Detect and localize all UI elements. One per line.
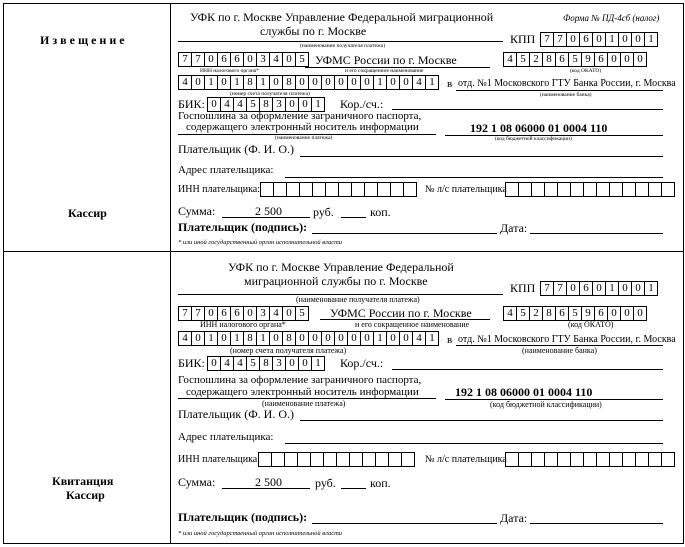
empty-digit-box[interactable] — [338, 182, 352, 197]
tax-org-name: УФМС России по г. Москве — [315, 53, 457, 67]
recipient-caption: (наименование получателя платежа) — [300, 43, 386, 49]
digit-box: 6 — [579, 281, 593, 296]
receipt-tax-org-name: УФМС России по г. Москве — [330, 306, 472, 320]
empty-digit-box[interactable] — [401, 452, 415, 467]
digit-box: 4 — [503, 52, 517, 67]
digit-box: 3 — [256, 306, 270, 321]
receipt-account-caption: (номер счета получателя платежа) — [230, 346, 347, 355]
sum-rub-field[interactable] — [222, 217, 310, 218]
notice-title: Извещение — [40, 33, 128, 47]
digit-box: 0 — [321, 75, 335, 90]
recipient-name-line2: службы по г. Москве — [260, 24, 367, 38]
digit-box: 2 — [529, 306, 543, 321]
receipt-date-field[interactable] — [530, 523, 663, 524]
date-label: Дата: — [500, 221, 528, 235]
empty-digit-box[interactable] — [297, 452, 311, 467]
digit-box: 1 — [204, 75, 218, 90]
bank-caption: (наименование банка) — [540, 92, 592, 98]
digit-box: 4 — [178, 331, 192, 346]
digit-box: 7 — [191, 52, 205, 67]
digit-box: 0 — [631, 32, 645, 47]
digit-box: 0 — [295, 75, 309, 90]
digit-box: 0 — [618, 32, 632, 47]
receipt-bank-caption: (наименование банка) — [522, 346, 597, 355]
digit-box: 5 — [568, 306, 582, 321]
digit-box: 0 — [386, 331, 400, 346]
inn-digits — [178, 52, 308, 67]
payer-address-field[interactable] — [285, 177, 663, 178]
digit-box: 0 — [282, 52, 296, 67]
empty-digit-box[interactable] — [271, 452, 285, 467]
empty-digit-box[interactable] — [609, 452, 623, 467]
digit-box: 8 — [282, 331, 296, 346]
digit-box: 7 — [191, 306, 205, 321]
digit-box: 7 — [553, 281, 567, 296]
cashier-label: Кассир — [68, 206, 107, 220]
receipt-korsch-field[interactable] — [392, 369, 663, 370]
digit-box: 1 — [644, 32, 658, 47]
receipt-kop-label: коп. — [370, 476, 391, 490]
receipt-korsch-label: Кор./сч.: — [340, 356, 384, 370]
digit-box: 1 — [230, 331, 244, 346]
digit-box: 4 — [220, 97, 234, 112]
receipt-sum-kop-field[interactable] — [341, 488, 366, 489]
empty-digit-box[interactable] — [505, 452, 519, 467]
bank-underline — [456, 90, 663, 91]
digit-box: 7 — [178, 306, 192, 321]
account-digits — [178, 75, 438, 90]
digit-box: 0 — [386, 75, 400, 90]
digit-box: 5 — [246, 356, 260, 371]
digit-box: 0 — [308, 75, 322, 90]
empty-digit-box[interactable] — [284, 452, 298, 467]
digit-box: 0 — [191, 75, 205, 90]
payer-inn-label: ИНН плательщика: — [178, 184, 261, 195]
empty-digit-box[interactable] — [635, 182, 649, 197]
signature-field[interactable] — [312, 233, 497, 234]
empty-digit-box[interactable] — [622, 182, 636, 197]
digit-box: 6 — [594, 306, 608, 321]
receipt-sum-rub-field[interactable] — [222, 488, 310, 489]
receipt-tax-org-caption: и его сокращенное наименование — [355, 320, 470, 329]
empty-digit-box[interactable] — [557, 182, 571, 197]
digit-box: 6 — [217, 52, 231, 67]
digit-box: 0 — [308, 331, 322, 346]
receipt-payer-name-field[interactable] — [300, 420, 663, 421]
digit-box: 1 — [605, 32, 619, 47]
digit-box: 5 — [246, 97, 260, 112]
digit-box: 7 — [553, 32, 567, 47]
empty-digit-box[interactable] — [596, 452, 610, 467]
digit-box: 8 — [542, 306, 556, 321]
receipt-sum-label: Сумма: — [178, 475, 216, 489]
digit-box: 0 — [207, 356, 221, 371]
digit-box: 0 — [321, 331, 335, 346]
kbk-caption: (код бюджетной классификации) — [495, 136, 572, 142]
empty-digit-box[interactable] — [635, 452, 649, 467]
signature-label: Плательщик (подпись): — [178, 220, 308, 234]
digit-box: 1 — [256, 331, 270, 346]
digit-box: 4 — [412, 331, 426, 346]
receipt-recipient-line1: УФК по г. Москве Управление Федеральной — [228, 260, 454, 274]
footnote: * или иной государственный орган исполнительной власти — [178, 239, 343, 246]
empty-digit-box[interactable] — [403, 182, 417, 197]
digit-box: 4 — [233, 356, 247, 371]
receipt-bik-label: БИК: — [178, 356, 205, 370]
digit-box: 1 — [605, 281, 619, 296]
digit-box: 0 — [631, 281, 645, 296]
digit-box: 0 — [243, 52, 257, 67]
empty-digit-box[interactable] — [661, 182, 675, 197]
digit-box: 3 — [272, 356, 286, 371]
digit-box: 0 — [269, 331, 283, 346]
receipt-inn-digits — [178, 306, 308, 321]
kpp-digits — [540, 32, 657, 47]
empty-digit-box[interactable] — [609, 182, 623, 197]
empty-digit-box[interactable] — [661, 452, 675, 467]
empty-digit-box[interactable] — [310, 452, 324, 467]
date-field[interactable] — [530, 233, 663, 234]
bik-label: БИК: — [178, 97, 205, 111]
digit-box: 0 — [217, 75, 231, 90]
receipt-signature-field[interactable] — [312, 523, 497, 524]
digit-box: 0 — [204, 52, 218, 67]
receipt-payer-inn-label: ИНН плательщика: — [178, 454, 261, 465]
digit-box: 9 — [581, 306, 595, 321]
receipt-payer-account-boxes[interactable] — [505, 452, 674, 467]
digit-box: 5 — [295, 52, 309, 67]
digit-box: 4 — [220, 356, 234, 371]
account-caption: (номер счета получателя платежа) — [230, 91, 310, 97]
empty-digit-box[interactable] — [323, 452, 337, 467]
receipt-okato-digits — [503, 306, 646, 321]
empty-digit-box[interactable] — [260, 182, 274, 197]
payer-name-label: Плательщик (Ф. И. О.) — [178, 142, 294, 156]
digit-box: 7 — [178, 52, 192, 67]
kop-label: коп. — [370, 205, 391, 219]
digit-box: 0 — [347, 331, 361, 346]
left-column-divider — [170, 3, 171, 543]
rub-label: руб. — [313, 205, 334, 219]
digit-box: 1 — [204, 331, 218, 346]
receipt-payer-name-label: Плательщик (Ф. И. О.) — [178, 407, 294, 421]
digit-box: 6 — [555, 52, 569, 67]
sum-value: 2 500 — [255, 204, 282, 218]
digit-box: 0 — [347, 75, 361, 90]
digit-box: 0 — [334, 331, 348, 346]
receipt-bik-digits — [207, 356, 324, 371]
empty-digit-box[interactable] — [351, 182, 365, 197]
empty-digit-box[interactable] — [583, 182, 597, 197]
receipt-bank-in-label: в — [447, 334, 453, 346]
sum-kop-field[interactable] — [341, 217, 366, 218]
digit-box: 0 — [191, 331, 205, 346]
receipt-date-label: Дата: — [500, 511, 528, 525]
digit-box: 4 — [503, 306, 517, 321]
recipient-underline — [178, 41, 503, 42]
empty-digit-box[interactable] — [622, 452, 636, 467]
receipt-payer-account-label: № л/с плательщика — [425, 454, 507, 465]
digit-box: 8 — [259, 356, 273, 371]
digit-box: 0 — [204, 306, 218, 321]
payer-inn-boxes[interactable] — [260, 182, 416, 197]
digit-box: 4 — [233, 97, 247, 112]
empty-digit-box[interactable] — [648, 182, 662, 197]
digit-box: 0 — [334, 75, 348, 90]
section-divider — [3, 251, 683, 252]
empty-digit-box[interactable] — [531, 452, 545, 467]
empty-digit-box[interactable] — [544, 182, 558, 197]
digit-box: 0 — [592, 281, 606, 296]
receipt-bank-name: отд. №1 Московского ГТУ Банка России, г. Москва — [458, 334, 676, 345]
digit-box: 0 — [633, 306, 647, 321]
digit-box: 0 — [285, 97, 299, 112]
digit-box: 8 — [542, 52, 556, 67]
digit-box: 0 — [269, 75, 283, 90]
digit-box: 0 — [282, 306, 296, 321]
okato-caption: (код ОКАТО) — [570, 68, 602, 74]
sum-label: Сумма: — [178, 204, 216, 218]
digit-box: 4 — [412, 75, 426, 90]
empty-digit-box[interactable] — [648, 452, 662, 467]
digit-box: 5 — [516, 52, 530, 67]
digit-box: 0 — [566, 281, 580, 296]
digit-box: 0 — [207, 97, 221, 112]
digit-box: 6 — [230, 52, 244, 67]
receipt-kpp-label: КПП — [510, 281, 536, 295]
empty-digit-box[interactable] — [570, 182, 584, 197]
digit-box: 7 — [540, 281, 554, 296]
empty-digit-box[interactable] — [375, 452, 389, 467]
digit-box: 0 — [620, 52, 634, 67]
payer-account-boxes[interactable] — [505, 182, 674, 197]
digit-box: 0 — [607, 306, 621, 321]
empty-digit-box[interactable] — [518, 182, 532, 197]
empty-digit-box[interactable] — [544, 452, 558, 467]
receipt-okato-caption: (код ОКАТО) — [568, 320, 614, 329]
digit-box: 0 — [620, 306, 634, 321]
payer-address-label: Адрес плательщика: — [178, 164, 274, 176]
digit-box: 1 — [311, 97, 325, 112]
receipt-sum-value: 2 500 — [255, 475, 282, 489]
payment-caption: (наименование платежа) — [275, 135, 333, 141]
digit-box: 1 — [373, 75, 387, 90]
empty-digit-box[interactable] — [531, 182, 545, 197]
digit-box: 1 — [425, 75, 439, 90]
empty-digit-box[interactable] — [325, 182, 339, 197]
empty-digit-box[interactable] — [364, 182, 378, 197]
digit-box: 3 — [256, 52, 270, 67]
payment-name-line2: содержащего электронный носитель информации — [186, 121, 419, 133]
receipt-payer-inn-boxes[interactable] — [258, 452, 414, 467]
receipt-kbk-caption: (код бюджетной классификации) — [490, 400, 602, 409]
receipt-kbk-code: 192 1 08 06000 01 0004 110 — [455, 385, 593, 399]
digit-box: 0 — [298, 97, 312, 112]
digit-box: 0 — [360, 331, 374, 346]
inn-caption: ИНН налогового органа* — [200, 68, 259, 74]
receipt-recipient-line2: миграционной службы по г. Москве — [244, 274, 428, 288]
empty-digit-box[interactable] — [258, 452, 272, 467]
receipt-payment-line2: содержащего электронный носитель информации — [186, 386, 419, 398]
digit-box: 4 — [178, 75, 192, 90]
digit-box: 2 — [529, 52, 543, 67]
receipt-recipient-caption: (наименование получателя платежа) — [296, 295, 420, 304]
receipt-payer-address-label: Адрес плательщика: — [178, 431, 274, 443]
empty-digit-box[interactable] — [505, 182, 519, 197]
korsch-field[interactable] — [392, 109, 663, 110]
empty-digit-box[interactable] — [518, 452, 532, 467]
digit-box: 0 — [295, 331, 309, 346]
digit-box: 8 — [243, 331, 257, 346]
empty-digit-box[interactable] — [377, 182, 391, 197]
receipt-kpp-digits — [540, 281, 657, 296]
digit-box: 0 — [243, 306, 257, 321]
digit-box: 6 — [594, 52, 608, 67]
digit-box: 0 — [618, 281, 632, 296]
digit-box: 1 — [425, 331, 439, 346]
empty-digit-box[interactable] — [299, 182, 313, 197]
empty-digit-box[interactable] — [286, 182, 300, 197]
empty-digit-box[interactable] — [390, 182, 404, 197]
digit-box: 0 — [607, 52, 621, 67]
empty-digit-box[interactable] — [557, 452, 571, 467]
digit-box: 1 — [230, 75, 244, 90]
kpp-label: КПП — [510, 32, 536, 46]
receipt-payer-address-field[interactable] — [285, 443, 663, 444]
payer-account-label: № л/с плательщика — [425, 184, 507, 195]
payer-name-field[interactable] — [300, 156, 663, 157]
digit-box: 0 — [592, 32, 606, 47]
digit-box: 0 — [399, 331, 413, 346]
empty-digit-box[interactable] — [312, 182, 326, 197]
digit-box: 3 — [272, 97, 286, 112]
digit-box: 6 — [217, 306, 231, 321]
receipt-payment-caption: (наименование платежа) — [262, 399, 346, 408]
digit-box: 7 — [540, 32, 554, 47]
empty-digit-box[interactable] — [388, 452, 402, 467]
receipt-footnote: * или иной государственный орган исполнительной власти — [178, 530, 343, 537]
empty-digit-box[interactable] — [336, 452, 350, 467]
empty-digit-box[interactable] — [570, 452, 584, 467]
digit-box: 8 — [243, 75, 257, 90]
bank-in-label: в — [447, 78, 453, 90]
digit-box: 0 — [217, 331, 231, 346]
digit-box: 1 — [311, 356, 325, 371]
recipient-name-line1: УФК по г. Москве Управление Федеральной миграционной — [190, 10, 494, 24]
digit-box: 0 — [360, 75, 374, 90]
digit-box: 4 — [269, 306, 283, 321]
empty-digit-box[interactable] — [362, 452, 376, 467]
digit-box: 0 — [399, 75, 413, 90]
empty-digit-box[interactable] — [273, 182, 287, 197]
empty-digit-box[interactable] — [349, 452, 363, 467]
korsch-label: Кор./сч.: — [340, 97, 384, 111]
digit-box: 1 — [644, 281, 658, 296]
receipt-rub-label: руб. — [315, 476, 336, 490]
digit-box: 8 — [259, 97, 273, 112]
receipt-inn-caption: ИНН налогового органа* — [200, 320, 286, 329]
digit-box: 4 — [269, 52, 283, 67]
digit-box: 0 — [633, 52, 647, 67]
empty-digit-box[interactable] — [596, 182, 610, 197]
digit-box: 5 — [516, 306, 530, 321]
digit-box: 9 — [581, 52, 595, 67]
digit-box: 6 — [230, 306, 244, 321]
receipt-cashier-label: Кассир — [66, 488, 105, 502]
digit-box: 0 — [285, 356, 299, 371]
digit-box: 5 — [568, 52, 582, 67]
digit-box: 1 — [373, 331, 387, 346]
digit-box: 0 — [298, 356, 312, 371]
receipt-payment-line1: Госпошлина за оформление заграничного паспорта, — [178, 374, 422, 386]
bank-name: отд. №1 Московского ГТУ Банка России, г. Москва — [458, 78, 676, 89]
digit-box: 6 — [579, 32, 593, 47]
receipt-account-digits — [178, 331, 438, 346]
digit-box: 5 — [295, 306, 309, 321]
receipt-signature-label: Плательщик (подпись): — [178, 510, 308, 524]
kbk-code: 192 1 08 06000 01 0004 110 — [470, 121, 608, 135]
okato-digits — [503, 52, 646, 67]
digit-box: 1 — [256, 75, 270, 90]
digit-box: 6 — [555, 306, 569, 321]
digit-box: 0 — [566, 32, 580, 47]
tax-org-caption: и его сокращенное наименование — [345, 68, 424, 74]
receipt-title: Квитанция — [52, 474, 114, 488]
digit-box: 8 — [282, 75, 296, 90]
empty-digit-box[interactable] — [583, 452, 597, 467]
form-code: Форма № ПД-4сб (налог) — [563, 13, 660, 23]
payment-name-line1: Госпошлина за оформление заграничного паспорта, — [178, 110, 422, 122]
